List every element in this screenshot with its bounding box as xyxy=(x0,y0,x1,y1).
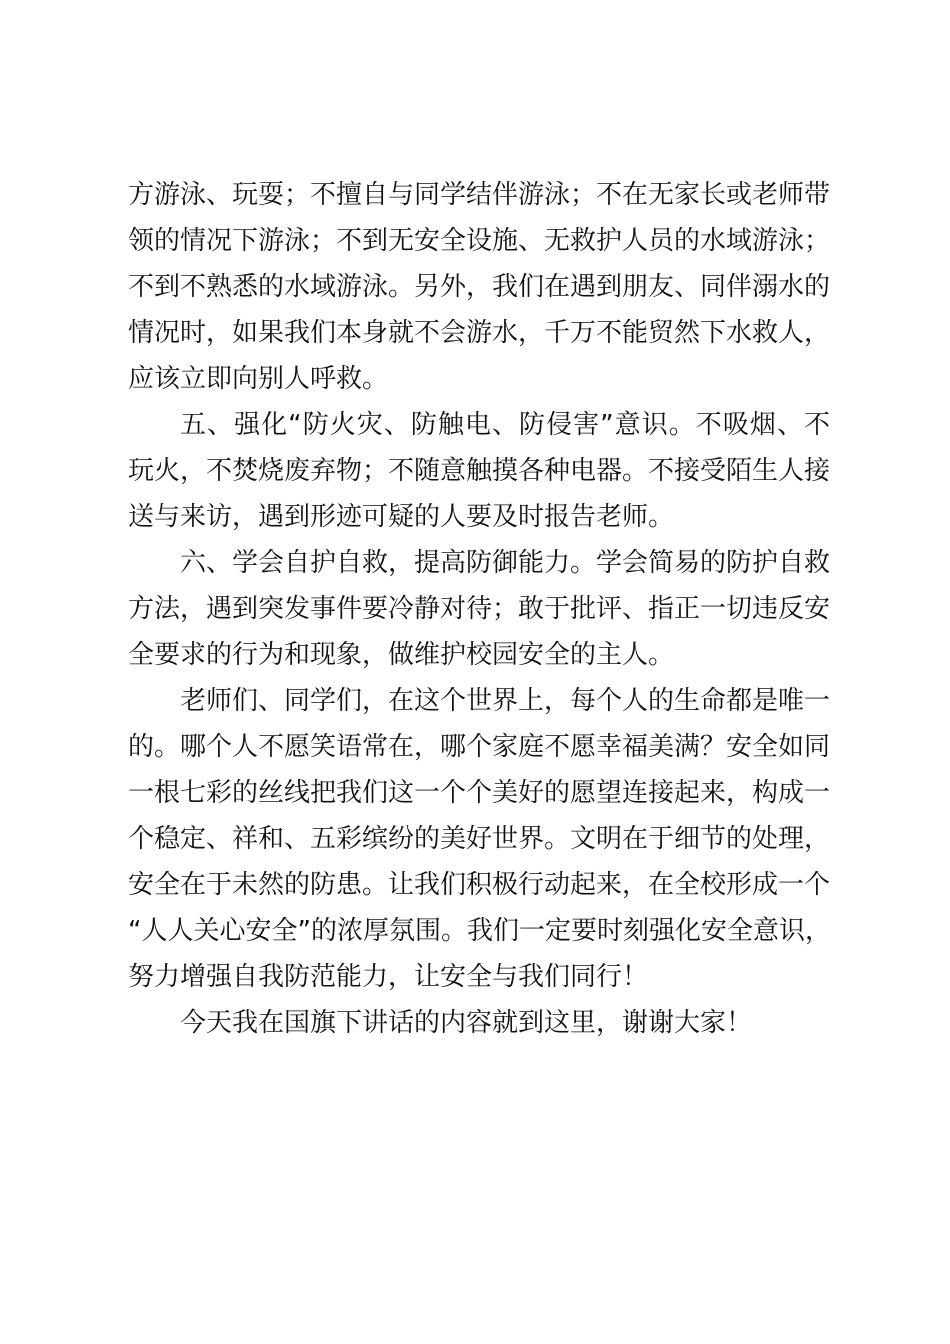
paragraph-line: 安全在于未然的防患。让我们积极行动起来，在全校形成一个 xyxy=(128,870,831,900)
paragraph-line: 送与来访，遇到形迹可疑的人要及时报告老师。 xyxy=(128,502,675,532)
paragraph-line: “人人关心安全”的浓厚氛围。我们一定要时刻强化安全意识， xyxy=(128,916,831,946)
paragraph-line: 努力增强自我防范能力，让安全与我们同行！ xyxy=(128,962,649,992)
paragraph-line: 的。哪个人不愿笑语常在，哪个家庭不愿幸福美满？安全如同 xyxy=(128,732,831,762)
paragraph-first-line: 老师们、同学们，在这个世界上，每个人的生命都是唯一 xyxy=(180,686,831,716)
paragraph-line: 情况时，如果我们本身就不会游水，千万不能贸然下水救人， xyxy=(128,318,831,348)
paragraph-line: 领的情况下游泳；不到无安全设施、无救护人员的水域游泳； xyxy=(128,226,831,256)
paragraph-first-line: 六、学会自护自救，提高防御能力。学会简易的防护自救 xyxy=(180,548,831,578)
paragraph-first-line: 五、强化“防火灾、防触电、防侵害”意识。不吸烟、不 xyxy=(180,410,830,440)
paragraph-line: 个稳定、祥和、五彩缤纷的美好世界。文明在于细节的处理， xyxy=(128,824,831,854)
paragraph-line: 全要求的行为和现象，做维护校园安全的主人。 xyxy=(128,640,675,670)
paragraph-line: 方法，遇到突发事件要冷静对待；敢于批评、指正一切违反安 xyxy=(128,594,831,624)
document-body xyxy=(128,172,830,1046)
paragraph-first-line: 今天我在国旗下讲话的内容就到这里，谢谢大家！ xyxy=(180,1008,753,1038)
paragraph-line: 应该立即向别人呼救。 xyxy=(128,364,389,394)
paragraph-line: 玩火，不焚烧废弃物；不随意触摸各种电器。不接受陌生人接 xyxy=(128,456,831,486)
paragraph-line: 方游泳、玩耍；不擅自与同学结伴游泳；不在无家长或老师带 xyxy=(128,180,831,210)
paragraph-line: 不到不熟悉的水域游泳。另外，我们在遇到朋友、同伴溺水的 xyxy=(128,272,831,302)
paragraph-line: 一根七彩的丝线把我们这一个个美好的愿望连接起来，构成一 xyxy=(128,778,831,808)
